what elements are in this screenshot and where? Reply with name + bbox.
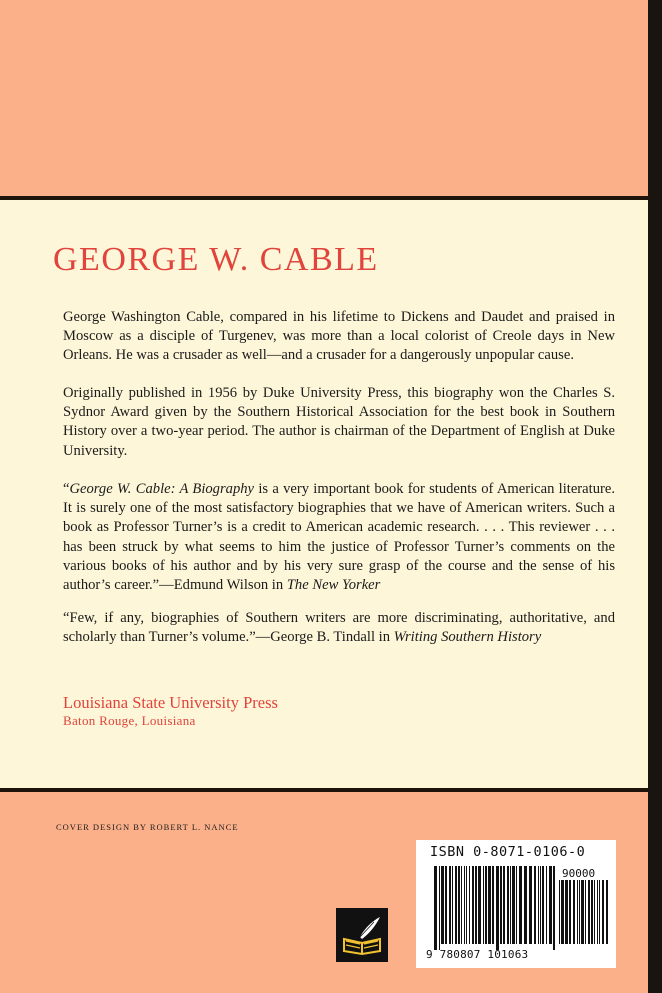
barcode-bar — [512, 866, 515, 944]
barcode-bar — [464, 866, 465, 944]
isbn-number: ISBN 0-8071-0106-0 — [430, 844, 586, 860]
barcode-bar — [559, 880, 560, 944]
barcode-bar — [466, 866, 467, 944]
barcode-bar — [449, 866, 451, 944]
barcode-bar — [503, 866, 505, 944]
barcode-bar — [478, 866, 481, 944]
review-wilson: “George W. Cable: A Biography is a very important book for students of American literature. It is surely one of the most satisfactory biographies that we have of American writers. Such a book as Professor Turner’s is a credit to American academic research. . . . This reviewer . . . has been struck by what seems to him the justice of Professor Turner’s comments on the various books of his author and by his very sure grasp of the course and the sense of his author’s career.”—Edmund Wilson in The New Yorker — [63, 481, 615, 594]
barcode-bar — [516, 866, 517, 944]
barcode-bar — [542, 866, 544, 944]
review-tindall: “Few, if any, biographies of Southern writers are more discriminating, authoritative, and scholarly than Turner’s volume.”—George B. Tindall in Writing Southern History — [63, 610, 615, 646]
addon-barcode-bars — [559, 880, 609, 950]
award-paragraph: Originally published in 1956 by Duke University Press, this biography won the Charles S. Sydnor Award given by the Southern Historical Association for the best book in Southern History over a two-year period. The author is chairman of the Department of English at Duke University. — [63, 385, 615, 459]
barcode-bar — [488, 866, 491, 944]
barcode-bar — [599, 880, 600, 944]
barcode-bar — [483, 866, 484, 944]
review-book-title: George W. Cable: A Biography — [69, 481, 255, 497]
barcode-bar — [561, 880, 564, 944]
barcode-bar — [581, 880, 584, 944]
barcode-bar — [485, 866, 487, 944]
barcode-bar — [579, 880, 580, 944]
barcode-bar — [458, 866, 460, 944]
barcode-bar — [500, 866, 502, 944]
review-source: The New Yorker — [286, 577, 381, 594]
open-book-quill-icon — [336, 908, 388, 962]
barcode-bar — [529, 866, 532, 944]
barcode-bar — [553, 866, 555, 950]
barcode-bar — [496, 866, 499, 950]
barcode-bar — [434, 866, 437, 950]
barcode-bar — [455, 866, 457, 944]
barcode-bar — [573, 880, 575, 944]
barcode — [416, 840, 616, 968]
barcode-bar — [540, 866, 541, 944]
barcode-bar — [549, 866, 552, 944]
publisher-city: Baton Rouge, Louisiana — [63, 713, 196, 728]
barcode-bar — [469, 866, 470, 944]
barcode-bar — [534, 866, 536, 944]
barcode-bar — [606, 880, 608, 944]
ean-number: 9 780807 101063 — [426, 948, 529, 961]
ean-barcode-bars — [434, 866, 556, 950]
barcode-bar — [569, 880, 571, 944]
barcode-bar — [594, 880, 595, 944]
spine-shadow — [648, 0, 662, 993]
barcode-bar — [472, 866, 474, 944]
barcode-bar — [591, 880, 593, 944]
barcode-bar — [492, 866, 494, 944]
barcode-bar — [510, 866, 511, 944]
barcode-bar — [475, 866, 477, 944]
price-code: 90000 — [562, 867, 596, 880]
barcode-bar — [585, 880, 586, 944]
barcode-bar — [546, 866, 547, 944]
barcode-bar — [441, 866, 444, 944]
review-source: Writing Southern History — [393, 629, 542, 646]
barcode-bar — [461, 866, 462, 944]
barcode-bar — [507, 866, 509, 944]
barcode-bar — [519, 866, 522, 944]
barcode-bar — [565, 880, 568, 944]
barcode-bar — [538, 866, 539, 944]
publisher-name: Louisiana State University Press — [63, 693, 278, 712]
book-title: GEORGE W. CABLE — [53, 241, 379, 278]
barcode-bar — [588, 880, 590, 944]
description-paragraph: George Washington Cable, compared in his lifetime to Dickens and Daudet and praised in Moscow as a disciple of Turgenev, was more than a local colorist of Creole days in New Orleans. He was a crusader as well—and a crusader for a dangerously unpopular cause. — [63, 309, 615, 364]
barcode-bar — [602, 880, 604, 944]
barcode-bar — [597, 880, 598, 944]
barcode-bar — [577, 880, 578, 944]
cover-top-band — [0, 0, 648, 192]
barcode-bar — [524, 866, 527, 944]
cover-design-credit: COVER DESIGN BY ROBERT L. NANCE — [56, 822, 239, 832]
barcode-bar — [452, 866, 453, 944]
barcode-bar — [439, 866, 440, 950]
barcode-bar — [445, 866, 447, 944]
